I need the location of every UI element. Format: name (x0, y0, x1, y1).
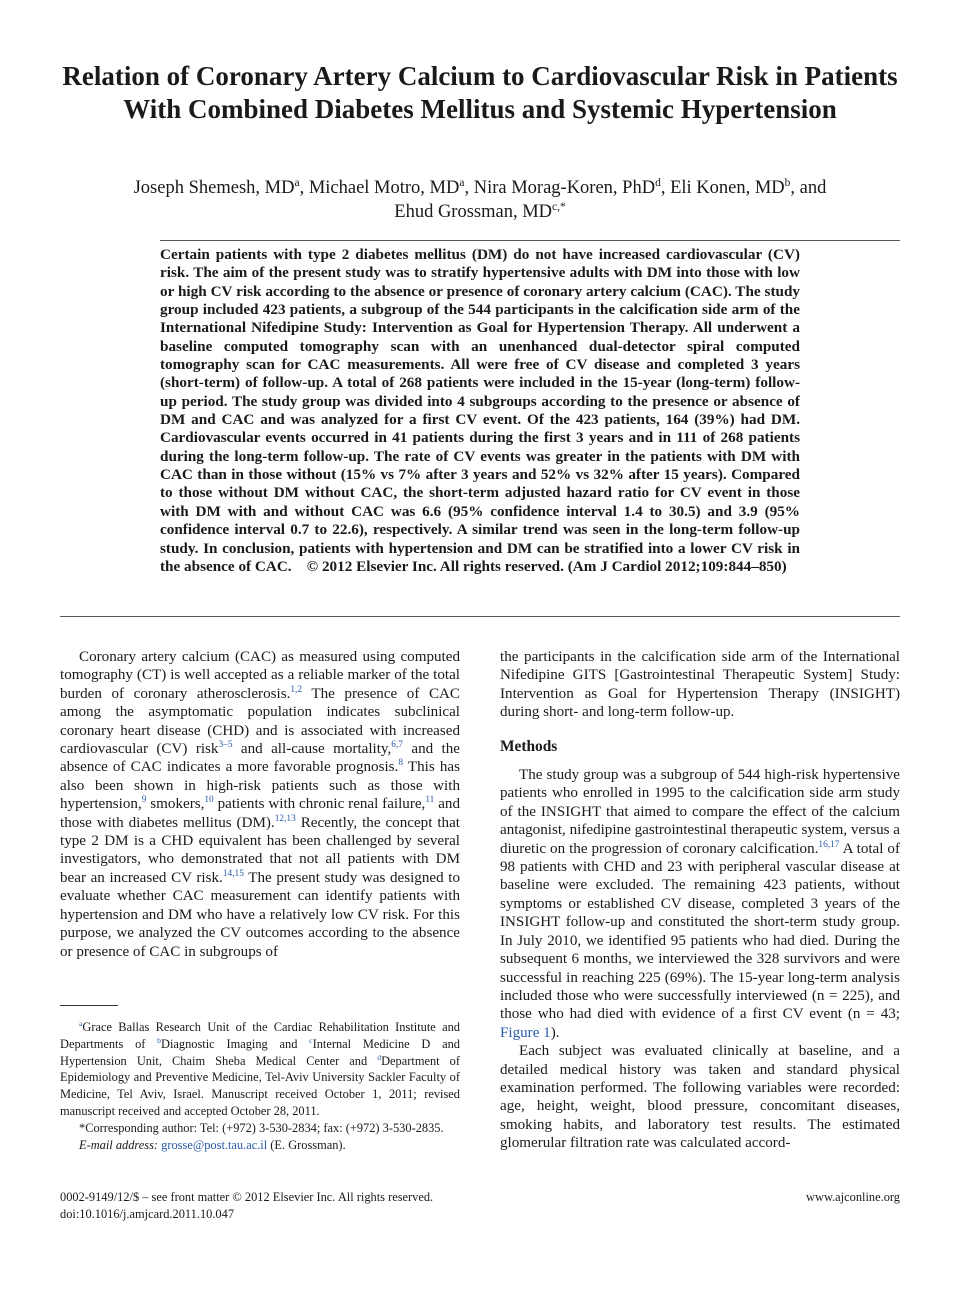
citation-superscript[interactable]: 9 (141, 795, 147, 806)
email-suffix: (E. Grossman). (267, 1137, 346, 1152)
citation-superscript[interactable]: 3–5 (218, 740, 233, 750)
citation-superscript[interactable]: 14,15 (222, 868, 244, 879)
email-label: E-mail address: (79, 1137, 159, 1152)
methods-paragraph-2: Each subject was evaluated clinically at baseline, and a detailed medical history was taken and standard physical examination performed. The following variables were recorded: age, height, weight, blood pressure, concomitant diseases, smoking habits, and laboratory test results. The estimated glomerular filtration rate was calculated accord- (500, 1043, 900, 1152)
author-name: Nira Morag-Koren, PhD (473, 178, 656, 198)
left-column (60, 648, 460, 961)
author-affiliation-mark: a (459, 176, 465, 189)
citation-superscript[interactable]: 16,17 (818, 839, 840, 850)
footer-left (60, 1189, 433, 1223)
email-footnote (60, 1137, 460, 1154)
citation-superscript[interactable]: 10 (204, 795, 214, 806)
abstract-text: Certain patients with type 2 diabetes mellitus (DM) do not have increased cardiovascular (CV) risk. The aim of the present study was to stratify hypertensive adults with DM into those with low or high CV risk according to the absence or presence of coronary artery calcium (CAC). The study group included 423 patients, a subgroup of the 544 participants in the calcification side arm of the International Nifedipine Study: Intervention as Goal for Hypertension Therapy. All underwent a baseline computed tomography scan with an unenhanced dual-detector spiral computed tomography scan for CAC measurements. All were free of CV disease and completed 3 years (short-term) of follow-up. A total of 268 patients were included in the 15-year (long-term) follow-up period. The study group was divided into 4 subgroups according to the presence or absence of DM and CAC and was analyzed for a first CV event. Of the 423 patients, 164 (39%) had DM. Cardiovascular events occurred in 41 patients during the first 3 years and in 111 of 268 patients during the long-term follow-up. The rate of CV events was greater in the patients with DM with CAC than in those without (15% vs 7% after 3 years and 52% vs 32% after 15 years). Compared to those without DM without CAC, the short-term adjusted hazard ratio for CV event in those with DM with and without CAC was 6.6 (95% confidence interval 1.4 to 30.5) and 3.9 (95% confidence interval 0.7 to 22.6), respectively. A similar trend was seen in the long-term follow-up study. In conclusion, patients with hypertension and DM can be stratified into a lower CV risk in the absence of CAC. (160, 246, 800, 575)
citation-superscript[interactable]: d (377, 1052, 382, 1062)
author-name: Joseph Shemesh, MD (133, 178, 295, 198)
methods-heading: Methods (500, 737, 558, 755)
footnotes (60, 1019, 460, 1153)
methods-paragraph-1: The study group was a subgroup of 544 high-risk hypertensive patients who enrolled in 1995 to the calcification side arm study of the INSIGHT that aimed to compare the effect of the calcium antagonist, nifedipine gastrointestinal therapeutic system, versus a diuretic on the progression of coronary calcification.$^{16,17}$ A total of 98 patients with CHD and 23 with peripheral vascular disease at baseline were excluded. The remaining 423 patients, without symptoms or established CV disease, completed 3 years of the INSIGHT follow-up and constituted the short-term study group. In July 2010, we identified 95 patients who had died. During the subsequent 6 months, we interviewed the 328 survivors and were successful in reaching 225 (69%). The 15-year long-term analysis included those who were successfully interviewed (n = 225), and those who had died with evidence of a first CV event (n = 43; Figure 1). (500, 767, 900, 1041)
intro-paragraph: Coronary artery calcium (CAC) as measured using computed tomography (CT) is well accepted as a reliable marker of the total burden of coronary atherosclerosis.$^{1,2}$ The presence of CAC among the asymptomatic population indicates subclinical coronary heart disease (CHD) and is associated with increased cardiovascular (CV) risk$^{3-5}$ and all-cause mortality,$^{6,7}$ and the absence of CAC indicates a more favorable prognosis.$^8$ This has also been shown in high-risk patients such as those with hypertension,$^9$ smokers,$^{10}$ patients with chronic renal failure,$^{11}$ and those with diabetes mellitus (DM).$^{12,13}$ Recently, the concept that type 2 DM is a CHD equivalent has been challenged by several investigators, who demonstrated that not all patients with DM bear an increased CV risk.$^{14,15}$ The present study was designed to evaluate whether CAC measurement can identify patients with hypertension and DM who have a relatively low CV risk. For this purpose, we analyzed the CV outcomes according to the absence or presence of CAC in subgroups of (60, 649, 461, 960)
citation-superscript[interactable]: 1,2 (290, 684, 303, 695)
author-name: Ehud Grossman, MD (394, 202, 553, 222)
citation-superscript[interactable]: c (309, 1035, 313, 1045)
citation-superscript[interactable]: 6,7 (391, 740, 403, 750)
author-affiliation-mark: a (294, 176, 300, 189)
author-affiliation-mark: b (784, 176, 791, 189)
author-list: Joseph Shemesh, $MD^a$, Michael Motro, $MD^a$, Nira Morag-Koren, PhD$^d$, Eli Konen, $MD^b$, and Ehud Grossman, $MD^{c,*}$ (133, 176, 827, 222)
author-name: Eli Konen, MD (670, 178, 785, 198)
citation-superscript[interactable]: b (157, 1035, 161, 1045)
issn-line: 0002-9149/12/$ – see front matter © 2012 Elsevier Inc. All rights reserved. (60, 1190, 434, 1204)
citation-superscript[interactable]: 12,13 (274, 813, 296, 824)
intro-continued-paragraph: the participants in the calcification side arm of the International Nifedipine GITS [Gastrointestinal Therapeutic System] Study: Intervention as Goal for Hypertension Therapy (INSIGHT) during short- and long-term follow-up. (500, 649, 900, 721)
corresponding-author-footnote: *Corresponding author: Tel: (+972) 3-530-2834; fax: (+972) 3-530-2835. (79, 1120, 444, 1135)
abstract (160, 246, 800, 576)
right-column (500, 648, 900, 1153)
footnote-rule (60, 1005, 118, 1006)
affiliations-footnote: $^a$Grace Ballas Research Unit of the Cardiac Rehabilitation Institute and Departments of $^b$Diagnostic Imaging and $^c$Internal Medicine D and Hypertension Unit, Chaim Sheba Medical Center and $^d$Department of Epidemiology and Preventive Medicine, Tel-Aviv University Sackler Faculty of Medicine, Tel Aviv, Israel. Manuscript received October 1, 2011; revised manuscript received and accepted October 28, 2011. (60, 1018, 460, 1118)
abstract-bottom-rule (60, 616, 900, 617)
citation-superscript[interactable]: a (79, 1018, 83, 1028)
citation-superscript[interactable]: 11 (425, 795, 435, 806)
citation-superscript[interactable]: 8 (398, 758, 403, 769)
copyright-line: © 2012 Elsevier Inc. All rights reserved. (Am J Cardiol 2012;109:844–850) (306, 557, 787, 575)
author-affiliation-mark: d (655, 176, 661, 189)
figure-link[interactable]: Figure 1 (500, 1024, 551, 1041)
doi-line: doi:10.1016/j.amjcard.2011.10.047 (60, 1207, 235, 1221)
author-name: Michael Motro, MD (308, 178, 460, 198)
website-link[interactable]: www.ajconline.org (806, 1190, 900, 1204)
abstract-top-rule (160, 240, 900, 241)
author-affiliation-mark: c,* (552, 200, 566, 213)
article-title: Relation of Coronary Artery Calcium to Cardiovascular Risk in Patients With Combined Diabetes Mellitus and Systemic Hypertension (62, 61, 898, 124)
email-link[interactable]: grosse@post.tau.ac.il (161, 1137, 268, 1152)
